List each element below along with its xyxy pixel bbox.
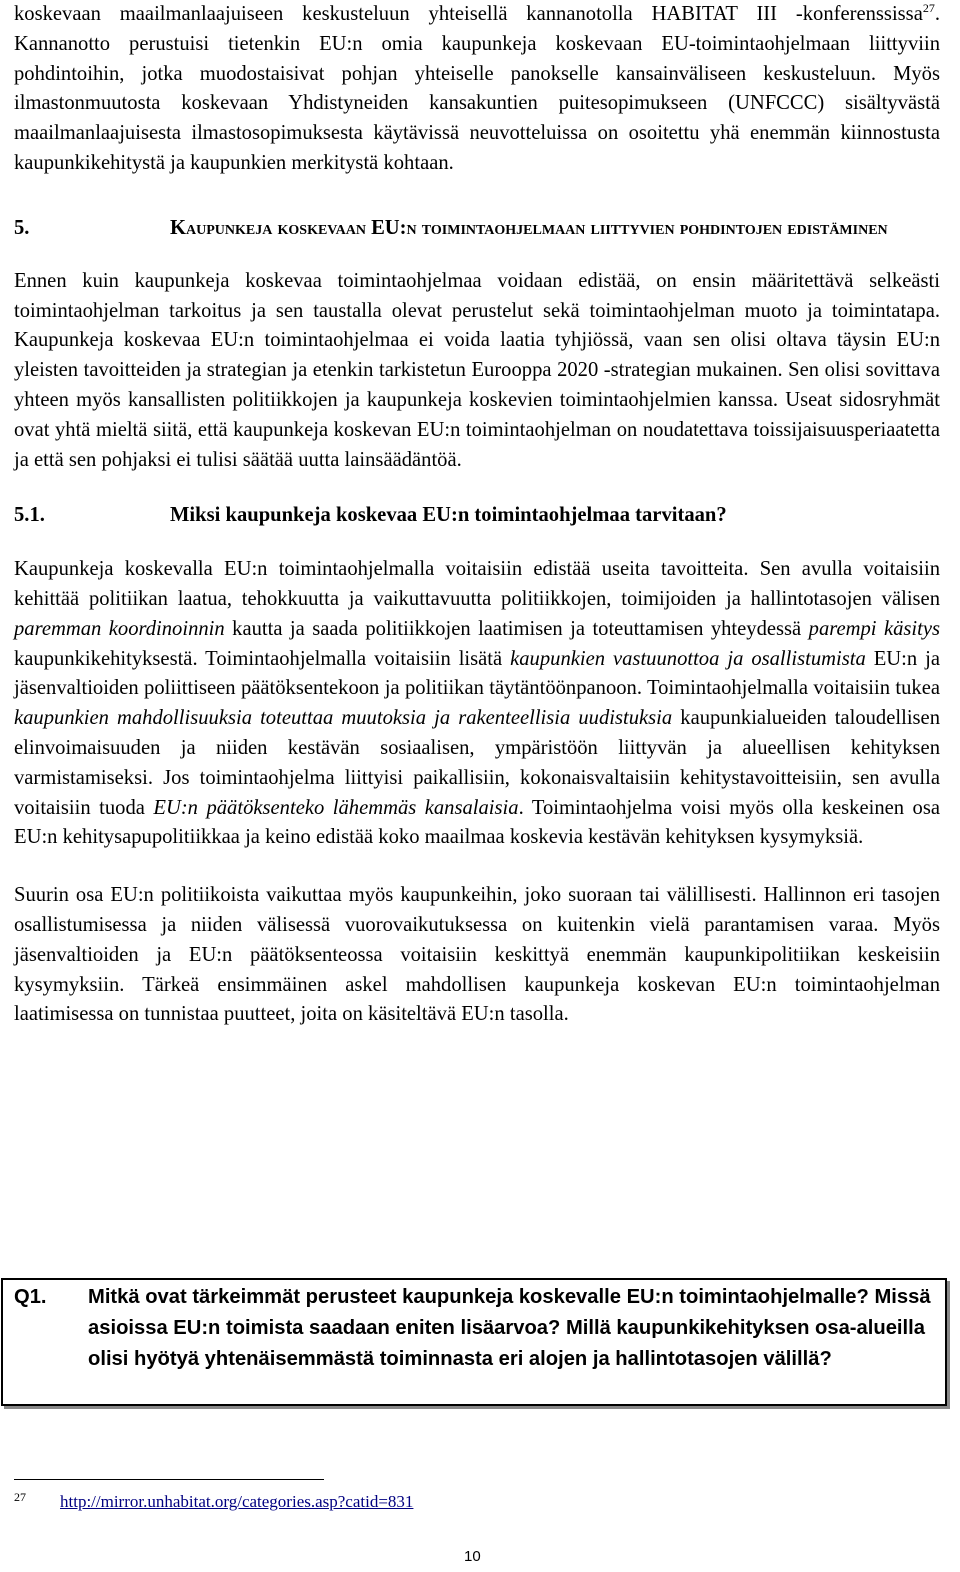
question-text: Mitkä ovat tärkeimmät perusteet kaupunkeja koskevalle EU:n toimintaohjelmalle? Missä asioissa EU:n toimista saadaan eniten lisäarvoa? Millä kaupunkikehityksen osa-alueilla olisi hyötyä yhtenäisemmästä toiminnasta eri alojen ja hallintotasojen välillä?: [88, 1286, 931, 1370]
emphasis: parempi käsitys: [808, 617, 941, 640]
text: EU:n ja jäsenvaltioiden poliittiseen päätöksentekoon ja politiikan täytäntöönpanoon. Toimintaohjelmalla voitaisiin tukea: [14, 647, 940, 700]
text: Kaupunkeja koskevalla EU:n toimintaohjelmalla voitaisiin edistää useita tavoitteita. Sen avulla voitaisiin kehittää politiikan laatua, tehokkuutta ja vaikuttavuutta politiikkojen, toimijoiden ja hallintotasojen välisen: [14, 558, 940, 610]
text: . Toimintaohjelma voisi myös olla keskeinen osa EU:n kehitysapupolitiikkaa ja keino edistää koko maailmaa koskevia kestävän kehityksen kysymyksiä.: [14, 796, 940, 849]
document-body: [14, 0, 940, 1030]
question-number: Q1.: [14, 1286, 47, 1308]
paragraph-text: . Kannanotto perustuisi tietenkin EU:n omia kaupunkeja koskevaan EU-toimintaohjelmaan liittyviin pohdintoihin, jotka muodostaisivat pohjan yhteiselle panokselle kansainväliseen keskusteluun. Myös ilmastonmuutosta koskevaan Yhdistyneiden kansakuntien puitesopimukseen (UNFCCC) sisältyvästä maailmanlaajuisesta ilmastosopimuksesta käytävissä neuvotteluissa on osoitettu yhä enemmän kiinnostusta kaupunkikehitystä ja kaupunkien merkitystä kohtaan.: [14, 3, 940, 174]
emphasis: kaupunkien mahdollisuuksia toteuttaa muutoksia ja rakenteellisia uudistuksia: [14, 707, 673, 730]
section-heading-5: [14, 213, 940, 243]
emphasis: EU:n päätöksenteko lähemmäs kansalaisia: [153, 796, 519, 819]
footnote-link[interactable]: http://mirror.unhabitat.org/categories.asp?catid=831: [60, 1492, 414, 1511]
paragraph-why: [14, 555, 940, 853]
emphasis: paremman koordinoinnin: [14, 617, 225, 640]
paragraph-policy: Suurin osa EU:n politiikoista vaikuttaa myös kaupunkeihin, joko suoraan tai välillisesti. Hallinnon eri tasojen osallistumisessa ja niiden välisessä vuorovaikutuksessa on kuitenkin vielä parantamisen varaa. Myös jäsenvaltioiden ja EU:n päätöksenteossa voitaisiin keskittyä enemmän kaupunkipolitiikan keskeisiin kysymyksiin. Tärkeä ensimmäinen askel mahdollisen kaupunkeja koskevan EU:n toimintaohjelman laatimisessa on tunnistaa puutteet, joita on käsiteltävä EU:n tasolla.: [14, 884, 940, 1026]
section-number: 5.: [14, 216, 30, 239]
section-heading-5-1: [14, 501, 940, 531]
text: kautta ja saada politiikkojen laatimisen ja toteuttamisen yhteydessä: [224, 617, 809, 640]
paragraph-text: koskevaan maailmanlaajuiseen keskusteluun yhteisellä kannanotolla HABITAT III -konferenssissa: [14, 3, 923, 25]
paragraph-intro: Ennen kuin kaupunkeja koskevaa toimintaohjelmaa voidaan edistää, on ensin määritettävä selkeästi toimintaohjelman tarkoitus ja sen taustalla olevat perustelut sekä toimintaohjelman muoto ja toimintatapa. Kaupunkeja koskevaa EU:n toimintaohjelmaa ei voida laatia tyhjiössä, vaan sen olisi oltava täysin EU:n yleisten tavoitteiden ja strategian ja etenkin tarkistetun Eurooppa 2020 -strategian mukainen. Sen olisi sovittava yhteen myös kansallisten politiikkojen ja kaupunkeja koskevien toimintaohjelmien kanssa. Useat sidosryhmät ovat yhtä mieltä siitä, että kaupunkeja koskevan EU:n toimintaohjelman on noudatettava toissijaisuusperiaatetta ja että sen pohjaksi ei tulisi säätää uutta lainsäädäntöä.: [14, 269, 940, 471]
footnote-divider: [14, 1479, 324, 1480]
emphasis: kaupunkien vastuunottoa ja osallistumista: [510, 647, 866, 670]
footnote-reference[interactable]: 27: [922, 1, 935, 15]
section-number: 5.1.: [14, 504, 45, 527]
section-title: Kaupunkeja koskevaan EU:n toimintaohjelmaan liittyvien pohdintojen edistäminen: [170, 216, 888, 239]
footnote-number: 27: [14, 1490, 26, 1504]
text: kaupunkialueiden taloudellisen elinvoimaisuuden ja niiden kestävän sosiaalisen, ympäristöön liittyvän ja alueellisen kehityksen varmistamiseksi. Jos toimintaohjelma liittyisi paikallisiin, kokonaisvaltaisiin kehitystavoitteisiin, sen avulla voitaisiin tuoda: [14, 707, 940, 819]
section-title: Miksi kaupunkeja koskevaa EU:n toimintaohjelmaa tarvitaan?: [170, 504, 727, 527]
page-number: 10: [464, 1548, 481, 1565]
text: kaupunkikehityksestä. Toimintaohjelmalla voitaisiin lisätä: [14, 647, 511, 670]
question-box: [1, 1278, 947, 1406]
paragraph-habitat: [14, 0, 940, 179]
